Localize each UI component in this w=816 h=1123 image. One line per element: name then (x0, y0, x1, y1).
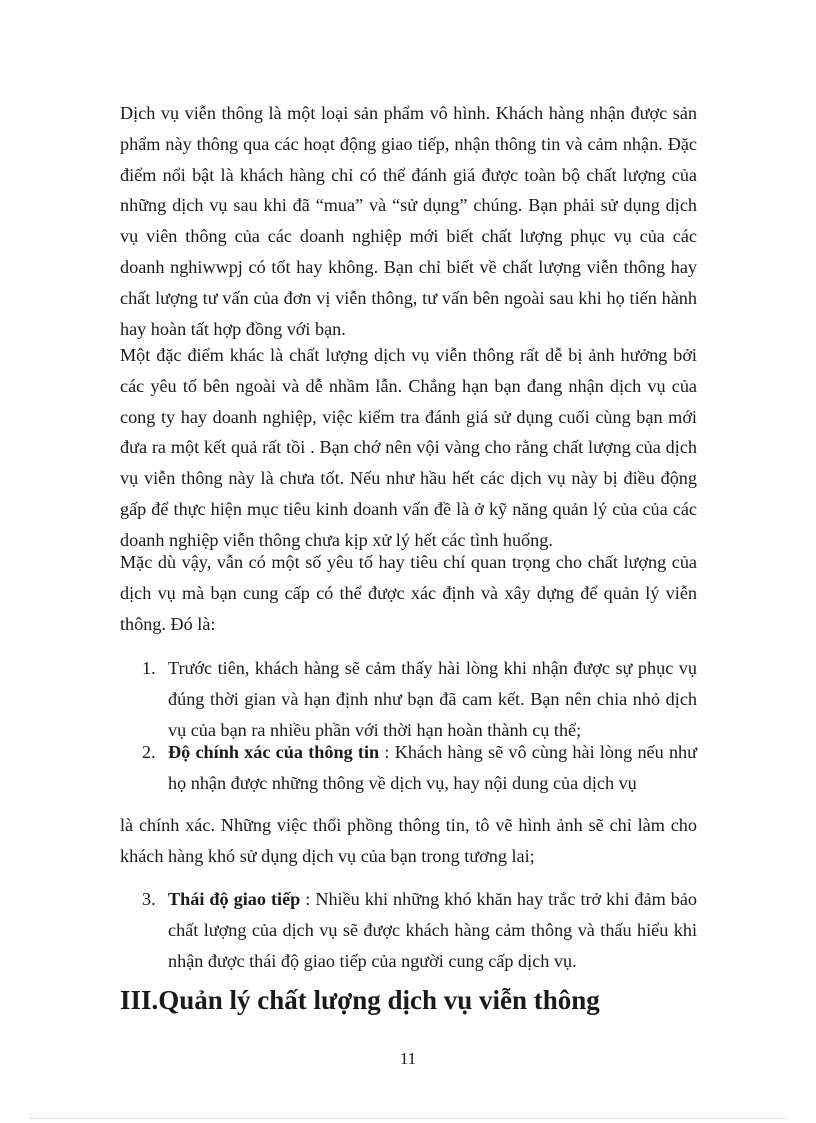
list-item-text: : Nhiều khi những khó khăn hay trắc trở khi đảm bảo chất lượng của dịch vụ sẽ được khách hàng cảm thông và thấu hiểu khi nhận được thái độ giao tiếp của người cung cấp dịch vụ. (168, 889, 698, 971)
list-item (142, 884, 698, 976)
list-item-term: Thái độ giao tiếp (168, 889, 301, 909)
list-item-text: Trước tiên, khách hàng sẽ cảm thấy hài lòng khi nhận được sự phục vụ đúng thời gian và hạn định như bạn đã cam kết. Bạn nên chia nhỏ dịch vụ của bạn ra nhiều phần với thời hạn hoàn thành cụ thể; (168, 658, 697, 740)
page-number: 11 (399, 1049, 417, 1068)
list-number: 3. (142, 889, 156, 909)
list-item (142, 737, 697, 799)
paragraph-quality-criteria: Mặc dù vậy, vẫn có một số yêu tố hay tiêu chí quan trọng cho chất lượng của dịch vụ mà bạn cung cấp có thể được xác định và xây dựng để quản lý viễn thông. Đó là: (120, 552, 697, 634)
list-item (142, 653, 697, 745)
list-item-term: Độ chính xác của thông tin (168, 742, 380, 762)
list-item-text: : Khách hàng sẽ vô cùng hài lòng nếu như họ nhận được những thông về dịch vụ, hay nội dung của dịch vụ (168, 742, 697, 793)
section-heading: III.Quản lý chất lượng dịch vụ viễn thông (120, 985, 600, 1015)
paragraph-continuation: là chính xác. Những việc thổi phồng thông tin, tô vẽ hình ảnh sẽ chỉ làm cho khách hàng khó sử dụng dịch vụ của bạn trong tương lai; (120, 815, 697, 866)
list-number: 1. (142, 658, 156, 678)
paragraph-intangible-service: Dịch vụ viễn thông là một loại sản phẩm vô hình. Khách hàng nhận được sản phẩm này thông qua các hoạt động giao tiếp, nhận thông tin và cảm nhận. Đặc điểm nổi bật là khách hàng chỉ có thể đánh giá được toàn bộ chất lượng của những dịch vụ sau khi đã “mua” và “sử dụng” chúng. Bạn phải sử dụng dịch vụ viên thông của các doanh nghiệp mới biết chất lượng phục vụ của các doanh nghiwwpj có tốt hay không. Bạn chỉ biết về chất lượng viễn thông hay chất lượng tư vấn của đơn vị viễn thông, tư vấn bên ngoài sau khi họ tiến hành hay hoàn tất hợp đồng với bạn. (120, 103, 697, 339)
page-bottom-divider (30, 1118, 786, 1119)
paragraph-external-factors: Một đặc điểm khác là chất lượng dịch vụ viễn thông rất dễ bị ảnh hưởng bởi các yêu tố bên ngoài và dễ nhầm lẫn. Chẳng hạn bạn đang nhận dịch vụ của cong ty hay doanh nghiệp, việc kiểm tra đánh giá sử dụng cuối cùng bạn mới đưa ra một kết quả rất tồi . Bạn chớ nên vội vàng cho rằng chất lượng của dịch vụ viễn thông này là chưa tốt. Nếu như hầu hết các dịch vụ này bị điều động gấp để thực hiện mục tiêu kinh doanh vấn đề là ở kỹ năng quản lý của của các doanh nghiệp viễn thông chưa kịp xử lý hết các tình huống. (120, 345, 697, 550)
list-number: 2. (142, 742, 156, 762)
